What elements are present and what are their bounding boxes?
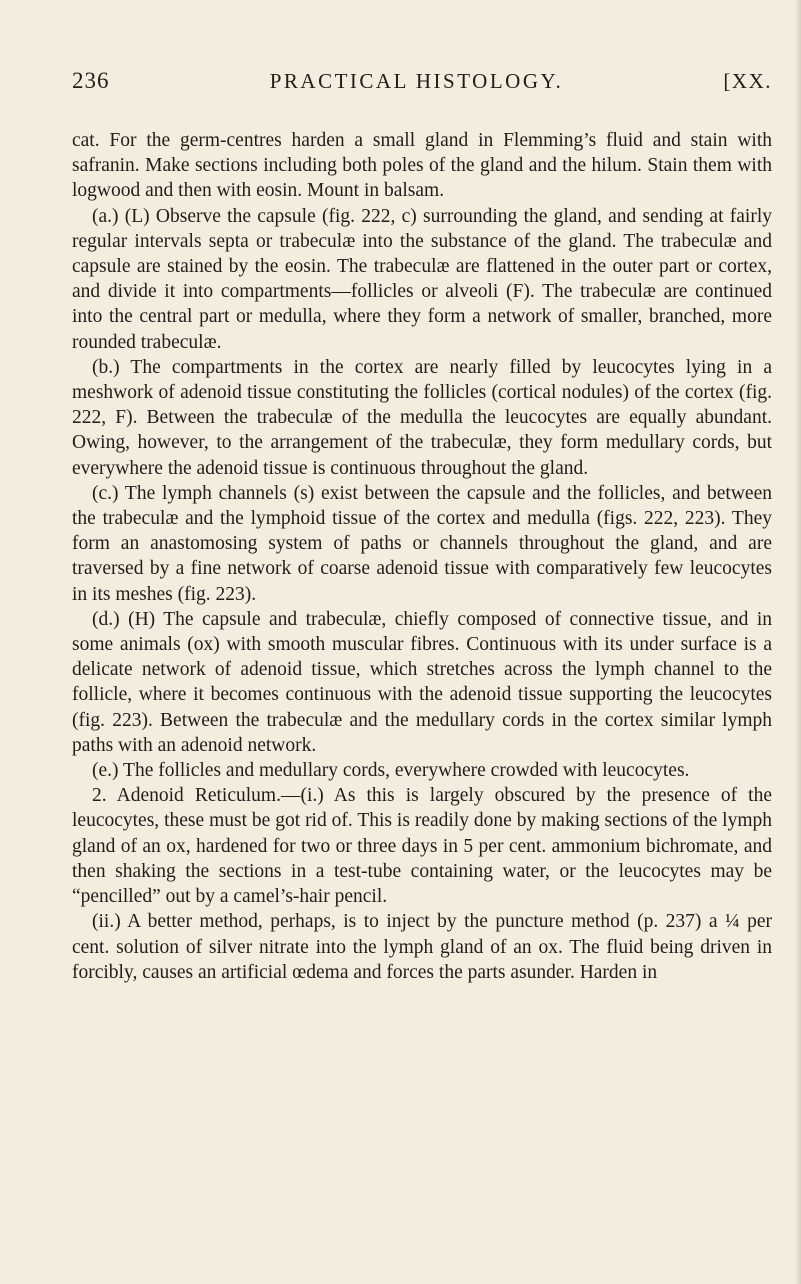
- paragraph-e: (e.) The follicles and medullary cords, everywhere crowded with leucocytes.: [92, 760, 690, 782]
- running-header: [72, 68, 772, 94]
- paragraph-d: (d.) (H) The capsule and trabeculæ, chiefly composed of connective tissue, and in some animals (ox) with smooth muscular fibres. Continuous with its under surface is a delicate network of adenoid tissue, which stretches across the lymph channel to the follicle, where it becomes continuous with the adenoid tissue supporting the leucocytes (fig. 223). Between the trabeculæ and the medullary cords in the cortex similar lymph paths with an adenoid network.: [72, 608, 772, 756]
- body-text: [72, 128, 772, 985]
- paragraph-adenoid-reticulum: 2. Adenoid Reticulum.—(i.) As this is largely obscured by the presence of the leucocytes, these must be got rid of. This is readily done by making sections of the lymph gland of an ox, hardened for two or three days in 5 per cent. ammonium bichromate, and then shaking the sections in a test-tube containing water, or the leucocytes may be “pencilled” out by a camel’s-hair pencil.: [72, 785, 772, 908]
- paragraph-intro: cat. For the germ-centres harden a small gland in Flemming’s fluid and stain with safranin. Make sections including both poles of the gland and the hilum. Stain them with logwood and then with eosin. Mount in balsam.: [72, 130, 772, 202]
- running-title: PRACTICAL HISTOLOGY.: [269, 69, 564, 93]
- paragraph-ii: (ii.) A better method, perhaps, is to inject by the puncture method (p. 237) a ¼ per cent. solution of silver nitrate into the lymph gland of an ox. The fluid being driven in forcibly, causes an artificial œdema and forces the parts asunder. Harden in: [72, 911, 772, 983]
- chapter-marker: [XX.: [723, 69, 772, 93]
- paragraph-b: (b.) The compartments in the cortex are nearly filled by leucocytes lying in a meshwork of adenoid tissue constituting the follicles (cortical nodules) of the cortex (fig. 222, F). Between the trabeculæ of the medulla the leucocytes are equally abundant. Owing, however, to the arrangement of the trabeculæ, they form medullary cords, but everywhere the adenoid tissue is continuous throughout the gland.: [72, 356, 772, 479]
- page-edge: [795, 0, 801, 1284]
- book-page: [72, 68, 772, 985]
- paragraph-c: (c.) The lymph channels (s) exist between the capsule and the follicles, and between the trabeculæ and the lymphoid tissue of the cortex and medulla (figs. 222, 223). They form an anastomosing system of paths or channels throughout the gland, and are traversed by a fine network of coarse adenoid tissue with comparatively few leucocytes in its meshes (fig. 223).: [72, 482, 772, 605]
- paragraph-a: (a.) (L) Observe the capsule (fig. 222, c) surrounding the gland, and sending at fairly regular intervals septa or trabeculæ into the substance of the gland. The trabeculæ and capsule are stained by the eosin. The trabeculæ are flattened in the outer part or cortex, and divide it into compartments—follicles or alveoli (F). The trabeculæ are continued into the central part or medulla, where they form a network of smaller, branched, more rounded trabeculæ.: [72, 205, 772, 353]
- page-number: 236: [72, 68, 110, 93]
